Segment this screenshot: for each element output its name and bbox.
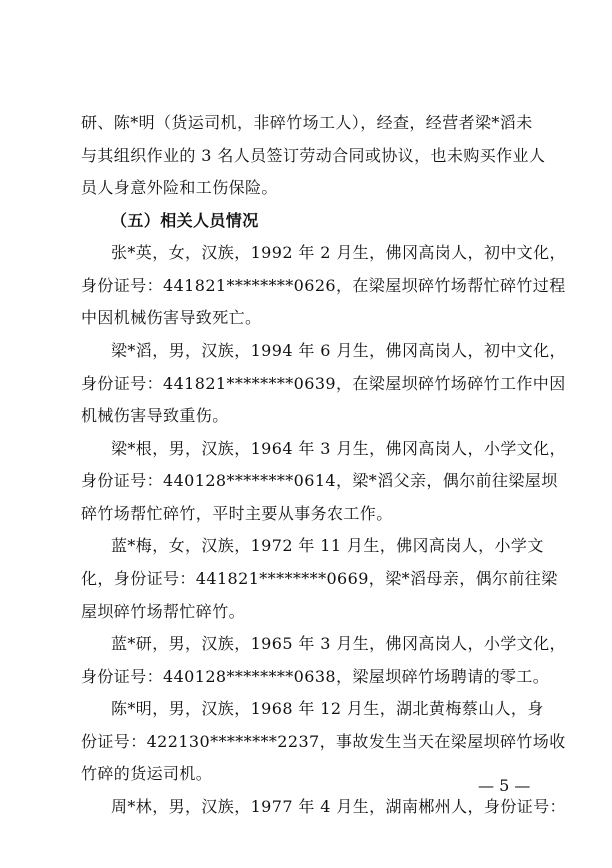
paragraph-line: 梁*滔，男，汉族，1994 年 6 月生，佛冈高岗人，初中文化， <box>111 341 566 360</box>
paragraph-line: 化，身份证号：441821********0669，梁*滔母亲，偶尔前往梁 <box>81 569 558 588</box>
paragraph-line: 屋坝碎竹场帮忙碎竹。 <box>81 601 246 621</box>
paragraph-line: 蓝*梅，女，汉族，1972 年 11 月生，佛冈高岗人，小学文 <box>111 536 544 556</box>
section-heading: （五）相关人员情况 <box>111 210 259 230</box>
paragraph-line: 中因机械伤害导致死亡。 <box>81 308 262 328</box>
paragraph-line: 周*林，男，汉族，1977 年 4 月生，湖南郴州人，身份证号： <box>111 797 566 816</box>
paragraph-line: 梁*根，男，汉族，1964 年 3 月生，佛冈高岗人，小学文化， <box>111 438 566 458</box>
paragraph-line: 员人身意外险和工伤保险。 <box>81 178 278 198</box>
paragraph-line: 竹碎的货运司机。 <box>81 764 213 784</box>
paragraph-line: 蓝*研，男，汉族，1965 年 3 月生，佛冈高岗人，小学文化， <box>111 634 566 654</box>
paragraph-line: 身份证号：440128********0638，梁屋坝碎竹场聘请的零工。 <box>81 666 550 686</box>
paragraph-line: 张*英，女，汉族，1992 年 2 月生，佛冈高岗人，初中文化， <box>111 243 566 263</box>
paragraph-line: 机械伤害导致重伤。 <box>81 406 229 426</box>
paragraph-line: 身份证号：440128********0614，梁*滔父亲，偶尔前往梁屋坝 <box>81 471 558 491</box>
page-number: — 5 — <box>478 776 531 795</box>
paragraph-line: 研、陈*明（货运司机，非碎竹场工人），经查，经营者梁*滔未 <box>81 113 533 132</box>
paragraph-line: 身份证号：441821********0626，在梁屋坝碎竹场帮忙碎竹过程 <box>81 275 566 295</box>
paragraph-line: 份证号：422130********2237，事故发生当天在梁屋坝碎竹场收 <box>81 731 566 751</box>
paragraph-line: 与其组织作业的 3 名人员签订劳动合同或协议，也未购买作业人 <box>81 145 546 165</box>
paragraph-line: 陈*明，男，汉族，1968 年 12 月生，湖北黄梅蔡山人，身 <box>111 699 544 719</box>
paragraph-line: 身份证号：441821********0639，在梁屋坝碎竹场碎竹工作中因 <box>81 373 566 393</box>
paragraph-line: 碎竹场帮忙碎竹，平时主要从事务农工作。 <box>81 503 393 523</box>
